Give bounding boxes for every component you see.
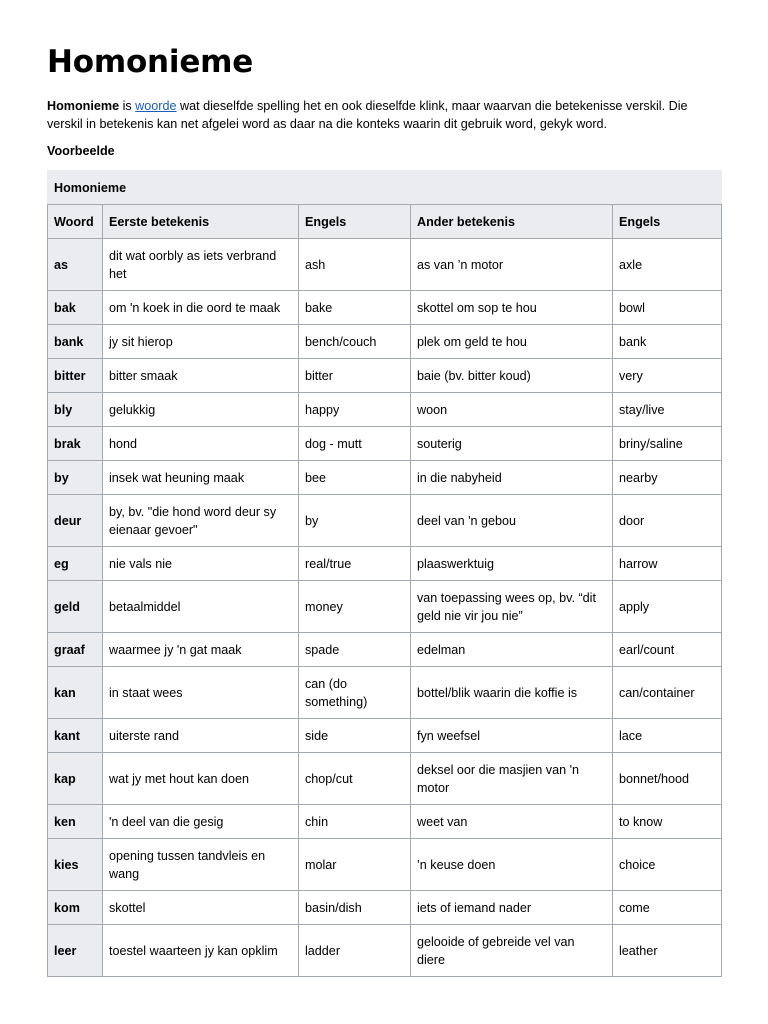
- cell-other-meaning: weet van: [411, 805, 613, 839]
- cell-word: eg: [48, 547, 103, 581]
- cell-word: deur: [48, 495, 103, 547]
- cell-word: kom: [48, 891, 103, 925]
- table-row: [48, 753, 722, 805]
- cell-word: leer: [48, 925, 103, 977]
- cell-english-2: bowl: [613, 291, 722, 325]
- table-row: [48, 633, 722, 667]
- cell-other-meaning: as van ’n motor: [411, 239, 613, 291]
- cell-word: graaf: [48, 633, 103, 667]
- cell-other-meaning: skottel om sop te hou: [411, 291, 613, 325]
- cell-word: kant: [48, 719, 103, 753]
- cell-english-2: briny/saline: [613, 427, 722, 461]
- cell-english-1: money: [299, 581, 411, 633]
- cell-english-1: molar: [299, 839, 411, 891]
- cell-first-meaning: 'n deel van die gesig: [103, 805, 299, 839]
- header-ander-betekenis: Ander betekenis: [411, 205, 613, 239]
- table-caption-row: [48, 171, 722, 205]
- page-title: Homonieme: [47, 44, 254, 80]
- cell-english-2: apply: [613, 581, 722, 633]
- cell-word: ken: [48, 805, 103, 839]
- cell-english-2: lace: [613, 719, 722, 753]
- cell-english-1: ladder: [299, 925, 411, 977]
- cell-other-meaning: souterig: [411, 427, 613, 461]
- table-row: [48, 547, 722, 581]
- cell-other-meaning: ’n keuse doen: [411, 839, 613, 891]
- cell-other-meaning: in die nabyheid: [411, 461, 613, 495]
- cell-first-meaning: bitter smaak: [103, 359, 299, 393]
- header-engels-1: Engels: [299, 205, 411, 239]
- cell-english-1: ash: [299, 239, 411, 291]
- cell-english-1: side: [299, 719, 411, 753]
- cell-english-1: bake: [299, 291, 411, 325]
- cell-word: brak: [48, 427, 103, 461]
- woorde-link[interactable]: woorde: [135, 99, 177, 113]
- cell-english-2: come: [613, 891, 722, 925]
- header-eerste-betekenis: Eerste betekenis: [103, 205, 299, 239]
- cell-english-2: earl/count: [613, 633, 722, 667]
- table-row: [48, 667, 722, 719]
- table-row: [48, 839, 722, 891]
- table-caption: Homonieme: [48, 171, 722, 205]
- table-row: [48, 239, 722, 291]
- cell-first-meaning: om 'n koek in die oord te maak: [103, 291, 299, 325]
- cell-other-meaning: edelman: [411, 633, 613, 667]
- table-header-row: [48, 205, 722, 239]
- cell-first-meaning: skottel: [103, 891, 299, 925]
- section-heading: Voorbeelde: [47, 144, 115, 158]
- cell-english-1: bench/couch: [299, 325, 411, 359]
- cell-first-meaning: jy sit hierop: [103, 325, 299, 359]
- intro-paragraph: [47, 97, 719, 133]
- cell-word: geld: [48, 581, 103, 633]
- cell-word: bitter: [48, 359, 103, 393]
- cell-first-meaning: dit wat oorbly as iets verbrand het: [103, 239, 299, 291]
- cell-first-meaning: betaalmiddel: [103, 581, 299, 633]
- cell-first-meaning: wat jy met hout kan doen: [103, 753, 299, 805]
- cell-first-meaning: gelukkig: [103, 393, 299, 427]
- cell-english-1: spade: [299, 633, 411, 667]
- cell-other-meaning: van toepassing wees op, bv. “dit geld nie vir jou nie”: [411, 581, 613, 633]
- cell-english-2: nearby: [613, 461, 722, 495]
- cell-other-meaning: baie (bv. bitter koud): [411, 359, 613, 393]
- cell-first-meaning: nie vals nie: [103, 547, 299, 581]
- cell-english-2: very: [613, 359, 722, 393]
- cell-english-2: can/container: [613, 667, 722, 719]
- cell-english-1: real/true: [299, 547, 411, 581]
- table-row: [48, 461, 722, 495]
- table-row: [48, 495, 722, 547]
- table-row: [48, 581, 722, 633]
- cell-other-meaning: woon: [411, 393, 613, 427]
- table-row: [48, 359, 722, 393]
- cell-english-1: chop/cut: [299, 753, 411, 805]
- cell-word: bank: [48, 325, 103, 359]
- intro-term: Homonieme: [47, 99, 120, 113]
- cell-other-meaning: plaaswerktuig: [411, 547, 613, 581]
- cell-word: kap: [48, 753, 103, 805]
- header-engels-2: Engels: [613, 205, 722, 239]
- cell-word: as: [48, 239, 103, 291]
- cell-other-meaning: bottel/blik waarin die koffie is: [411, 667, 613, 719]
- cell-word: by: [48, 461, 103, 495]
- cell-english-2: bonnet/hood: [613, 753, 722, 805]
- table-body: [48, 239, 722, 977]
- table-row: [48, 427, 722, 461]
- cell-first-meaning: hond: [103, 427, 299, 461]
- cell-english-2: axle: [613, 239, 722, 291]
- cell-other-meaning: fyn weefsel: [411, 719, 613, 753]
- cell-english-2: leather: [613, 925, 722, 977]
- table-row: [48, 805, 722, 839]
- cell-first-meaning: toestel waarteen jy kan opklim: [103, 925, 299, 977]
- cell-other-meaning: plek om geld te hou: [411, 325, 613, 359]
- cell-english-2: harrow: [613, 547, 722, 581]
- cell-other-meaning: deel van 'n gebou: [411, 495, 613, 547]
- cell-english-2: bank: [613, 325, 722, 359]
- cell-english-1: bee: [299, 461, 411, 495]
- cell-first-meaning: by, bv. "die hond word deur sy eienaar gevoer": [103, 495, 299, 547]
- cell-first-meaning: in staat wees: [103, 667, 299, 719]
- cell-word: bly: [48, 393, 103, 427]
- cell-english-1: can (do something): [299, 667, 411, 719]
- header-woord: Woord: [48, 205, 103, 239]
- homonyms-table: [47, 170, 722, 977]
- cell-english-2: stay/live: [613, 393, 722, 427]
- cell-english-2: door: [613, 495, 722, 547]
- cell-english-1: happy: [299, 393, 411, 427]
- cell-english-1: chin: [299, 805, 411, 839]
- table-row: [48, 891, 722, 925]
- cell-english-1: by: [299, 495, 411, 547]
- table-row: [48, 925, 722, 977]
- cell-other-meaning: gelooide of gebreide vel van diere: [411, 925, 613, 977]
- table-row: [48, 291, 722, 325]
- cell-other-meaning: iets of iemand nader: [411, 891, 613, 925]
- cell-word: kies: [48, 839, 103, 891]
- cell-first-meaning: uiterste rand: [103, 719, 299, 753]
- cell-english-1: dog - mutt: [299, 427, 411, 461]
- cell-first-meaning: opening tussen tandvleis en wang: [103, 839, 299, 891]
- cell-word: kan: [48, 667, 103, 719]
- table-row: [48, 719, 722, 753]
- cell-first-meaning: waarmee jy 'n gat maak: [103, 633, 299, 667]
- table-row: [48, 325, 722, 359]
- cell-word: bak: [48, 291, 103, 325]
- table-row: [48, 393, 722, 427]
- cell-english-1: bitter: [299, 359, 411, 393]
- cell-english-1: basin/dish: [299, 891, 411, 925]
- cell-english-2: choice: [613, 839, 722, 891]
- cell-other-meaning: deksel oor die masjien van 'n motor: [411, 753, 613, 805]
- cell-english-2: to know: [613, 805, 722, 839]
- intro-pre-link: is: [119, 99, 136, 113]
- cell-first-meaning: insek wat heuning maak: [103, 461, 299, 495]
- intro-rest: wat dieselfde spelling het en ook dieselfde klink, maar waarvan die betekenisse verskil. Die verskil in betekenis kan net afgelei word as daar na die konteks waarin dit gebruik word, gekyk word.: [47, 99, 688, 131]
